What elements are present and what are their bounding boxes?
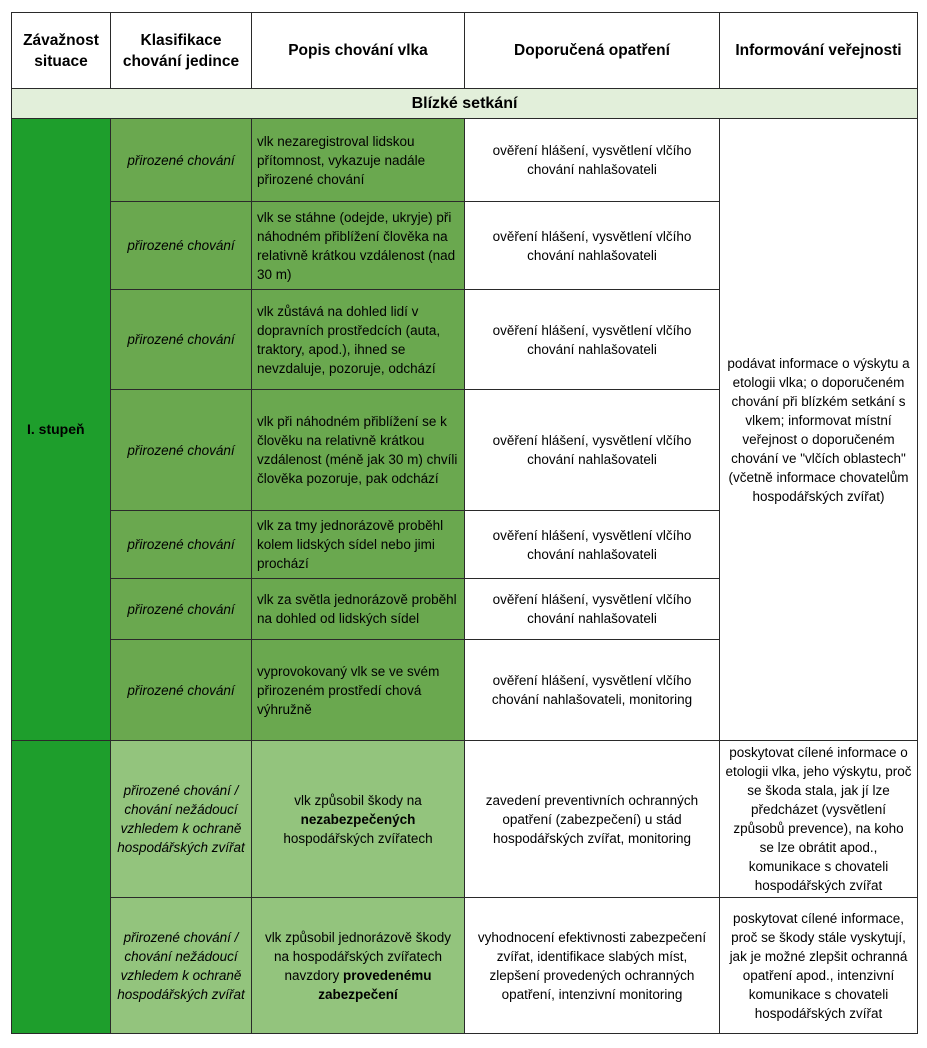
opatreni-cell: zavedení preventivních ochranných opatření (zabezpečení) u stád hospodářských zvířat, monitoring [465,741,720,898]
header-zavaznost: Závažnost situace [12,13,111,89]
klasifikace-cell: přirozené chování [111,579,252,640]
section-row [12,89,918,119]
klasifikace-cell: přirozené chování [111,511,252,579]
opatreni-cell: ověření hlášení, vysvětlení vlčího chování nahlašovateli [465,579,720,640]
klasifikace-cell: přirozené chování / chování nežádoucí vzhledem k ochraně hospodářských zvířat [111,898,252,1034]
klasifikace-cell: přirozené chování [111,640,252,741]
popis-cell: vlk se stáhne (odejde, ukryje) při náhodném přiblížení člověka na relativně krátkou vzdálenost (nad 30 m) [252,202,465,290]
klasifikace-cell: přirozené chování [111,390,252,511]
klasifikace-cell: přirozené chování [111,119,252,202]
opatreni-cell: ověření hlášení, vysvětlení vlčího chování nahlašovateli, monitoring [465,640,720,741]
wolf-behavior-table [11,12,918,1034]
table-row [12,119,918,202]
table-row [12,898,918,1034]
klasifikace-cell: přirozené chování [111,290,252,390]
degree-2-cell [12,741,111,1034]
header-klasifikace: Klasifikace chování jedince [111,13,252,89]
header-opatreni: Doporučená opatření [465,13,720,89]
opatreni-cell: ověření hlášení, vysvětlení vlčího chování nahlašovateli [465,202,720,290]
popis-cell: vlk za tmy jednorázově proběhl kolem lidských sídel nebo jimi prochází [252,511,465,579]
klasifikace-cell: přirozené chování / chování nežádoucí vzhledem k ochraně hospodářských zvířat [111,741,252,898]
opatreni-cell: ověření hlášení, vysvětlení vlčího chování nahlašovateli [465,390,720,511]
popis-cell [252,898,465,1034]
opatreni-cell: ověření hlášení, vysvětlení vlčího chování nahlašovateli [465,119,720,202]
table-row [12,741,918,898]
popis-text: vlk způsobil jednorázově škody na hospodářských zvířatech navzdory [264,929,452,983]
informovani-cell: poskytovat cílené informace o etologii vlka, jeho výskytu, proč se škoda stala, jak jí lze předcházet (vysvětlení způsobů prevence), na koho se lze obrátit apod., komunikace s chovateli hospodářských zvířat [720,741,918,898]
section-title: Blízké setkání [12,89,918,119]
opatreni-cell: ověření hlášení, vysvětlení vlčího chování nahlašovateli [465,511,720,579]
informovani-cell: podávat informace o výskytu a etologii vlka; o doporučeném chování při blízkém setkání s vlkem; informovat místní veřejnost o doporučeném chování ve "vlčích oblastech" (včetně informace chovatelům hospodářských zvířat) [720,119,918,741]
popis-text: vlk způsobil škody na [294,792,422,808]
popis-bold-text: provedenému zabezpečení [318,967,432,1002]
klasifikace-cell: přirozené chování [111,202,252,290]
header-popis: Popis chování vlka [252,13,465,89]
popis-bold-text: nezabezpečených [300,811,416,827]
popis-cell: vlk za světla jednorázově proběhl na dohled od lidských sídel [252,579,465,640]
popis-cell: vyprovokovaný vlk se ve svém přirozeném prostředí chová výhružně [252,640,465,741]
opatreni-cell: ověření hlášení, vysvětlení vlčího chování nahlašovateli [465,290,720,390]
popis-cell: vlk zůstává na dohled lidí v dopravních prostředcích (auta, traktory, apod.), ihned se nevzdaluje, pozoruje, odchází [252,290,465,390]
informovani-cell: poskytovat cílené informace, proč se škody stále vyskytují, jak je možné zlepšit ochranná opatření apod., intenzivní komunikace s chovateli hospodářských zvířat [720,898,918,1034]
opatreni-cell: vyhodnocení efektivnosti zabezpečení zvířat, identifikace slabých míst, zlepšení provedených ochranných opatření, intenzivní monitoring [465,898,720,1034]
popis-text: hospodářských zvířatech [283,830,433,846]
header-informovani: Informování veřejnosti [720,13,918,89]
popis-cell [252,741,465,898]
degree-1-cell: I. stupeň [12,119,111,741]
header-row [12,13,918,89]
popis-cell: vlk nezaregistroval lidskou přítomnost, vykazuje nadále přirozené chování [252,119,465,202]
popis-cell: vlk při náhodném přiblížení se k člověku na relativně krátkou vzdálenost (méně jak 30 m) chvíli člověka pozoruje, pak odchází [252,390,465,511]
